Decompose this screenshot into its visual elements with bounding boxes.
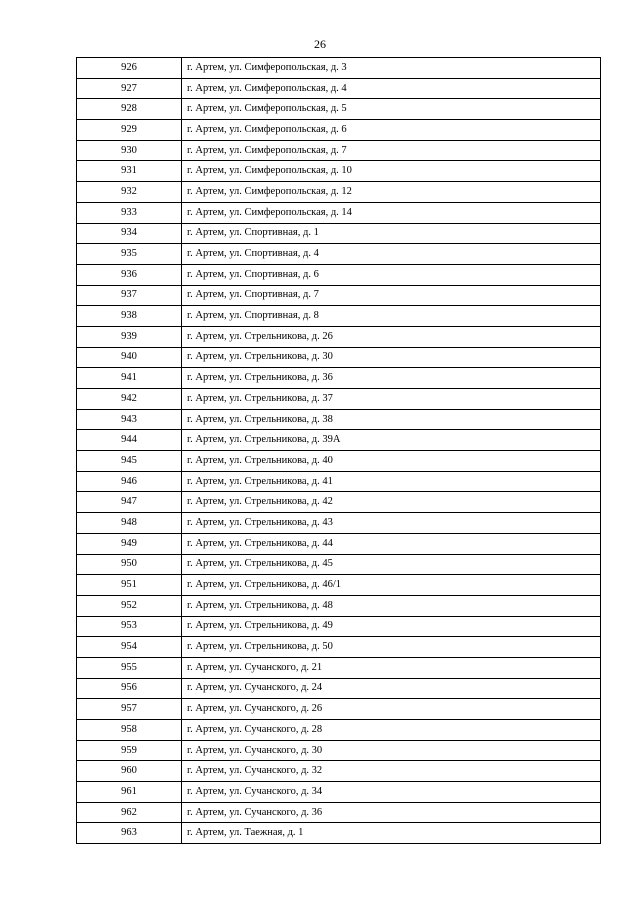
address-cell: г. Артем, ул. Симферопольская, д. 6 [182, 120, 601, 141]
address-cell: г. Артем, ул. Стрельникова, д. 40 [182, 451, 601, 472]
row-number-cell: 959 [77, 740, 182, 761]
row-number-cell: 932 [77, 182, 182, 203]
address-cell: г. Артем, ул. Стрельникова, д. 45 [182, 554, 601, 575]
address-cell: г. Артем, ул. Сучанского, д. 26 [182, 699, 601, 720]
row-number-cell: 940 [77, 347, 182, 368]
row-number-cell: 934 [77, 223, 182, 244]
row-number-cell: 947 [77, 492, 182, 513]
table-row [77, 492, 601, 513]
row-number-cell: 938 [77, 306, 182, 327]
table-row [77, 140, 601, 161]
table-row [77, 513, 601, 534]
address-cell: г. Артем, ул. Стрельникова, д. 39А [182, 430, 601, 451]
address-cell: г. Артем, ул. Симферопольская, д. 4 [182, 78, 601, 99]
table-row [77, 761, 601, 782]
address-table-body [77, 58, 601, 844]
row-number-cell: 935 [77, 244, 182, 265]
address-cell: г. Артем, ул. Симферопольская, д. 3 [182, 58, 601, 79]
table-row [77, 657, 601, 678]
table-row [77, 368, 601, 389]
address-cell: г. Артем, ул. Сучанского, д. 34 [182, 782, 601, 803]
row-number-cell: 956 [77, 678, 182, 699]
table-row [77, 99, 601, 120]
address-cell: г. Артем, ул. Стрельникова, д. 44 [182, 533, 601, 554]
address-cell: г. Артем, ул. Спортивная, д. 6 [182, 264, 601, 285]
table-row [77, 326, 601, 347]
address-cell: г. Артем, ул. Симферопольская, д. 7 [182, 140, 601, 161]
address-cell: г. Артем, ул. Стрельникова, д. 36 [182, 368, 601, 389]
address-cell: г. Артем, ул. Симферопольская, д. 12 [182, 182, 601, 203]
row-number-cell: 939 [77, 326, 182, 347]
table-row [77, 451, 601, 472]
table-row [77, 554, 601, 575]
row-number-cell: 953 [77, 616, 182, 637]
row-number-cell: 957 [77, 699, 182, 720]
row-number-cell: 944 [77, 430, 182, 451]
row-number-cell: 962 [77, 802, 182, 823]
address-cell: г. Артем, ул. Таежная, д. 1 [182, 823, 601, 844]
table-row [77, 120, 601, 141]
address-cell: г. Артем, ул. Стрельникова, д. 26 [182, 326, 601, 347]
address-cell: г. Артем, ул. Сучанского, д. 30 [182, 740, 601, 761]
row-number-cell: 937 [77, 285, 182, 306]
row-number-cell: 952 [77, 595, 182, 616]
page-number: 26 [314, 37, 326, 51]
table-row [77, 244, 601, 265]
address-cell: г. Артем, ул. Стрельникова, д. 41 [182, 471, 601, 492]
table-row [77, 678, 601, 699]
address-table [76, 57, 601, 844]
table-row [77, 409, 601, 430]
address-cell: г. Артем, ул. Сучанского, д. 24 [182, 678, 601, 699]
row-number-cell: 943 [77, 409, 182, 430]
table-row [77, 389, 601, 410]
row-number-cell: 946 [77, 471, 182, 492]
table-row [77, 58, 601, 79]
table-row [77, 78, 601, 99]
address-cell: г. Артем, ул. Стрельникова, д. 37 [182, 389, 601, 410]
row-number-cell: 941 [77, 368, 182, 389]
row-number-cell: 960 [77, 761, 182, 782]
address-cell: г. Артем, ул. Сучанского, д. 36 [182, 802, 601, 823]
row-number-cell: 958 [77, 720, 182, 741]
row-number-cell: 931 [77, 161, 182, 182]
table-row [77, 471, 601, 492]
address-cell: г. Артем, ул. Симферопольская, д. 5 [182, 99, 601, 120]
row-number-cell: 954 [77, 637, 182, 658]
table-row [77, 699, 601, 720]
table-row [77, 182, 601, 203]
address-cell: г. Артем, ул. Стрельникова, д. 30 [182, 347, 601, 368]
address-cell: г. Артем, ул. Симферопольская, д. 10 [182, 161, 601, 182]
row-number-cell: 949 [77, 533, 182, 554]
address-cell: г. Артем, ул. Спортивная, д. 8 [182, 306, 601, 327]
table-row [77, 740, 601, 761]
row-number-cell: 928 [77, 99, 182, 120]
table-row [77, 306, 601, 327]
table-row [77, 575, 601, 596]
table-row [77, 595, 601, 616]
row-number-cell: 950 [77, 554, 182, 575]
table-row [77, 430, 601, 451]
table-row [77, 285, 601, 306]
row-number-cell: 948 [77, 513, 182, 534]
address-cell: г. Артем, ул. Стрельникова, д. 42 [182, 492, 601, 513]
address-cell: г. Артем, ул. Стрельникова, д. 38 [182, 409, 601, 430]
address-cell: г. Артем, ул. Симферопольская, д. 14 [182, 202, 601, 223]
address-cell: г. Артем, ул. Спортивная, д. 4 [182, 244, 601, 265]
row-number-cell: 955 [77, 657, 182, 678]
row-number-cell: 933 [77, 202, 182, 223]
table-row [77, 802, 601, 823]
address-cell: г. Артем, ул. Стрельникова, д. 48 [182, 595, 601, 616]
row-number-cell: 945 [77, 451, 182, 472]
table-row [77, 202, 601, 223]
row-number-cell: 926 [77, 58, 182, 79]
table-row [77, 637, 601, 658]
row-number-cell: 951 [77, 575, 182, 596]
table-row [77, 782, 601, 803]
row-number-cell: 929 [77, 120, 182, 141]
address-cell: г. Артем, ул. Стрельникова, д. 46/1 [182, 575, 601, 596]
address-cell: г. Артем, ул. Стрельникова, д. 49 [182, 616, 601, 637]
address-cell: г. Артем, ул. Сучанского, д. 32 [182, 761, 601, 782]
row-number-cell: 930 [77, 140, 182, 161]
table-row [77, 720, 601, 741]
row-number-cell: 927 [77, 78, 182, 99]
table-row [77, 823, 601, 844]
row-number-cell: 963 [77, 823, 182, 844]
address-cell: г. Артем, ул. Сучанского, д. 28 [182, 720, 601, 741]
address-cell: г. Артем, ул. Стрельникова, д. 50 [182, 637, 601, 658]
table-row [77, 533, 601, 554]
address-cell: г. Артем, ул. Сучанского, д. 21 [182, 657, 601, 678]
address-cell: г. Артем, ул. Спортивная, д. 1 [182, 223, 601, 244]
table-row [77, 161, 601, 182]
row-number-cell: 961 [77, 782, 182, 803]
address-cell: г. Артем, ул. Спортивная, д. 7 [182, 285, 601, 306]
row-number-cell: 936 [77, 264, 182, 285]
row-number-cell: 942 [77, 389, 182, 410]
table-row [77, 616, 601, 637]
address-cell: г. Артем, ул. Стрельникова, д. 43 [182, 513, 601, 534]
table-row [77, 264, 601, 285]
table-row [77, 347, 601, 368]
table-row [77, 223, 601, 244]
